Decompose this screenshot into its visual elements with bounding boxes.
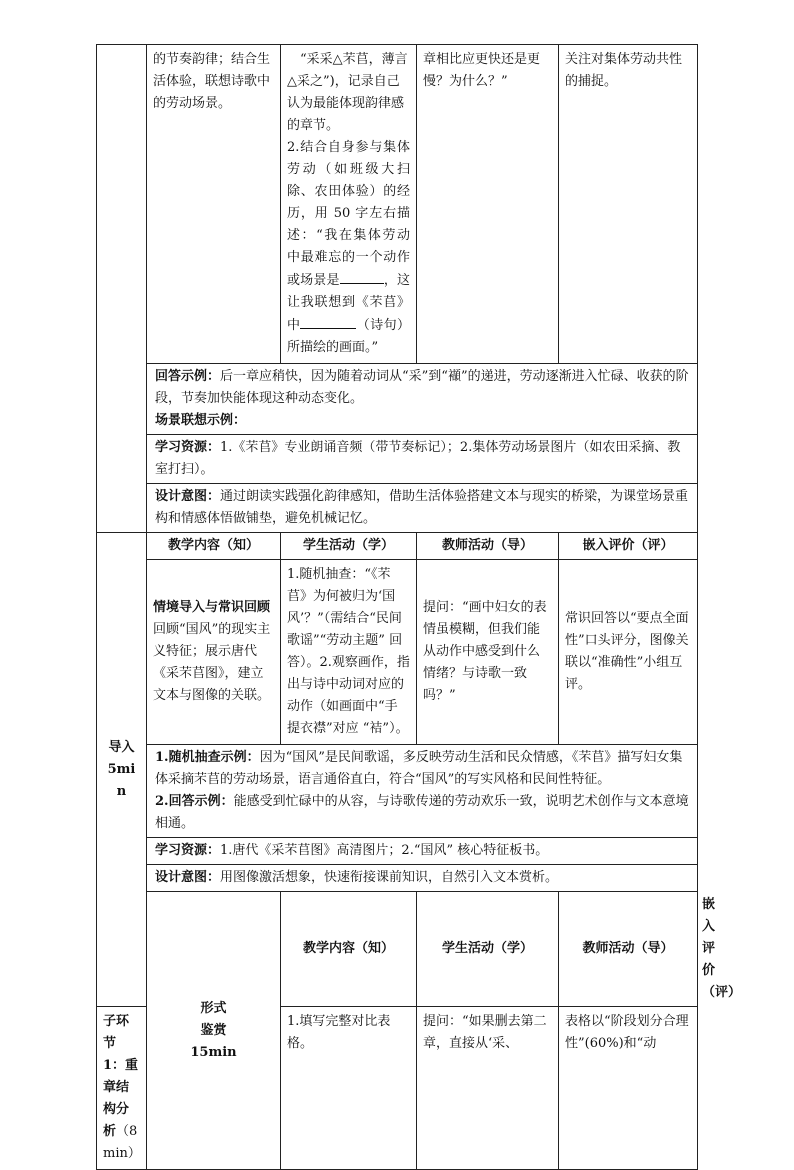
- form-header-student: 学生活动（学）: [417, 892, 559, 1007]
- student-activity-p2: [287, 137, 410, 359]
- intro-content-cell: [147, 560, 281, 745]
- answer-example-cell: [147, 364, 698, 435]
- form-stage-line1: 形式: [200, 1000, 227, 1016]
- form-content-time: （8min）: [103, 1124, 141, 1161]
- intro-design-cell: [147, 865, 698, 892]
- intro-stage-name: 导入: [108, 739, 135, 755]
- intro-stage-cell: [97, 533, 147, 1007]
- form-stage-line3: 15min: [190, 1044, 237, 1060]
- intro-resource-row: [97, 838, 698, 865]
- form-student-cell: 1.填写完整对比表格。: [281, 1007, 417, 1170]
- intro-eval-cell: 常识回答以“要点全面性”口头评分，图像关联以“准确性”小组互评。: [559, 560, 698, 745]
- intro-activity-row: [97, 560, 698, 745]
- intro-design-label: 设计意图：: [155, 870, 221, 885]
- evaluation-cell: 关注对集体劳动共性的捕捉。: [559, 45, 698, 364]
- continued-activity-row: [97, 45, 698, 364]
- answer-example-row: [97, 364, 698, 435]
- intro-resource-label: 学习资源：: [155, 843, 221, 858]
- student-activity-p2c: （诗句）所描绘的画面。”: [287, 318, 410, 355]
- fill-blank-2: [300, 314, 356, 329]
- design-intent-row: [97, 484, 698, 533]
- form-header-row: 形式 鉴赏 15min 教学内容（知） 学生活动（学） 教师活动（导） 嵌入评价（评）: [97, 892, 698, 1007]
- intro-header-row: [97, 533, 698, 560]
- intro-resource-cell: [147, 838, 698, 865]
- intro-stage-time: 5min: [107, 761, 136, 799]
- content-cell: 的节奏韵律；结合生活体验，联想诗歌中的劳动场景。: [147, 45, 281, 364]
- student-activity-p2b: ，这让我联想到《芣苢》中: [287, 273, 410, 333]
- form-header-content: 教学内容（知）: [281, 892, 417, 1007]
- answer-text: 后一章应稍快，因为随着动词从“采”到“襭”的递进，劳动逐渐进入忙碌、收获的阶段，节奏加快能体现这种动态变化。: [155, 369, 689, 406]
- intro-teacher-cell: 提问：“画中妇女的表情虽模糊，但我们能从动作中感受到什么情绪？与诗歌一致吗？”: [417, 560, 559, 745]
- design-label: 设计意图：: [155, 489, 221, 504]
- intro-resource-text: 1.唐代《采芣苢图》高清图片；2.“国风” 核心特征板书。: [220, 843, 549, 858]
- intro-examples-row: [97, 745, 698, 838]
- student-activity-p1: “采采△芣苢，薄言△采之”)，记录自己认为最能体现韵律感的章节。: [287, 52, 408, 133]
- resource-cell: [147, 435, 698, 484]
- example2-label: 2.回答示例：: [155, 794, 234, 809]
- example1-label: 1.随机抽查示例：: [155, 750, 260, 765]
- fill-blank-1: [340, 269, 384, 284]
- form-teacher-cell: 提问：“如果删去第二章，直接从‘采、: [417, 1007, 559, 1170]
- header-teacher: 教师活动（导）: [417, 533, 559, 560]
- student-activity-cell: [281, 45, 417, 364]
- form-eval-cell: 表格以“阶段划分合理性”(60%)和“动: [559, 1007, 698, 1170]
- intro-content-title: 情境导入与常识回顾: [153, 600, 271, 615]
- form-stage-cell: [147, 892, 281, 1170]
- header-content: 教学内容（知）: [147, 533, 281, 560]
- intro-content-text: 回顾“国风”的现实主义特征；展示唐代《采芣苢图》，建立文本与图像的关联。: [153, 622, 271, 703]
- resource-label: 学习资源：: [155, 440, 221, 455]
- form-header-teacher: 教师活动（导）: [559, 892, 698, 1007]
- scene-label: 场景联想示例：: [155, 413, 247, 428]
- intro-design-text: 用图像激活想象，快速衔接课前知识，自然引入文本赏析。: [220, 870, 559, 885]
- intro-design-row: [97, 865, 698, 892]
- header-eval: 嵌入评价（评）: [559, 533, 698, 560]
- header-student: 学生活动（学）: [281, 533, 417, 560]
- design-text: 通过朗读实践强化韵律感知，借助生活体验搭建文本与现实的桥梁，为课堂场景重构和情感体悟做铺垫，避免机械记忆。: [155, 489, 689, 526]
- resource-text: 1.《芣苢》专业朗诵音频（带节奏标记）；2.集体劳动场景图片（如农田采摘、教室打扫）。: [155, 440, 681, 477]
- design-intent-cell: [147, 484, 698, 533]
- resource-row: [97, 435, 698, 484]
- student-activity-p2a: 2.结合自身参与集体劳动（如班级大扫除、农田体验）的经历，用 50 字左右描述：“我在集体劳动中最难忘的一个动作或场景是: [287, 140, 410, 288]
- example1-text: 因为“国风”是民间歌谣，多反映劳动生活和民众情感，《芣苢》描写妇女集体采摘芣苢的劳动场景，语言通俗直白，符合“国风”的写实风格和民间性特征。: [155, 750, 683, 787]
- stage-cell-empty: [97, 45, 147, 533]
- intro-student-cell: 1.随机抽查：“《芣苢》为何被归为‘国风’？”（需结合“民间歌谣”“劳动主题” 回答）。2.观察画作，指出与诗中动词对应的动作（如画面中“手提衣襟”对应 “袺”）。: [281, 560, 417, 745]
- lesson-plan-table: [96, 44, 742, 1170]
- form-stage-line2: 鉴赏: [200, 1022, 227, 1038]
- teacher-activity-cell: 章相比应更快还是更慢？为什么？”: [417, 45, 559, 364]
- form-content-cell: [97, 1007, 147, 1170]
- intro-examples-cell: [147, 745, 698, 838]
- answer-label: 回答示例：: [155, 369, 221, 384]
- example2-text: 能感受到忙碌中的从容，与诗歌传递的劳动欢乐一致，说明艺术创作与文本意境相通。: [155, 794, 689, 831]
- form-content-title: 子环节 1：重章结构分析: [103, 1014, 139, 1139]
